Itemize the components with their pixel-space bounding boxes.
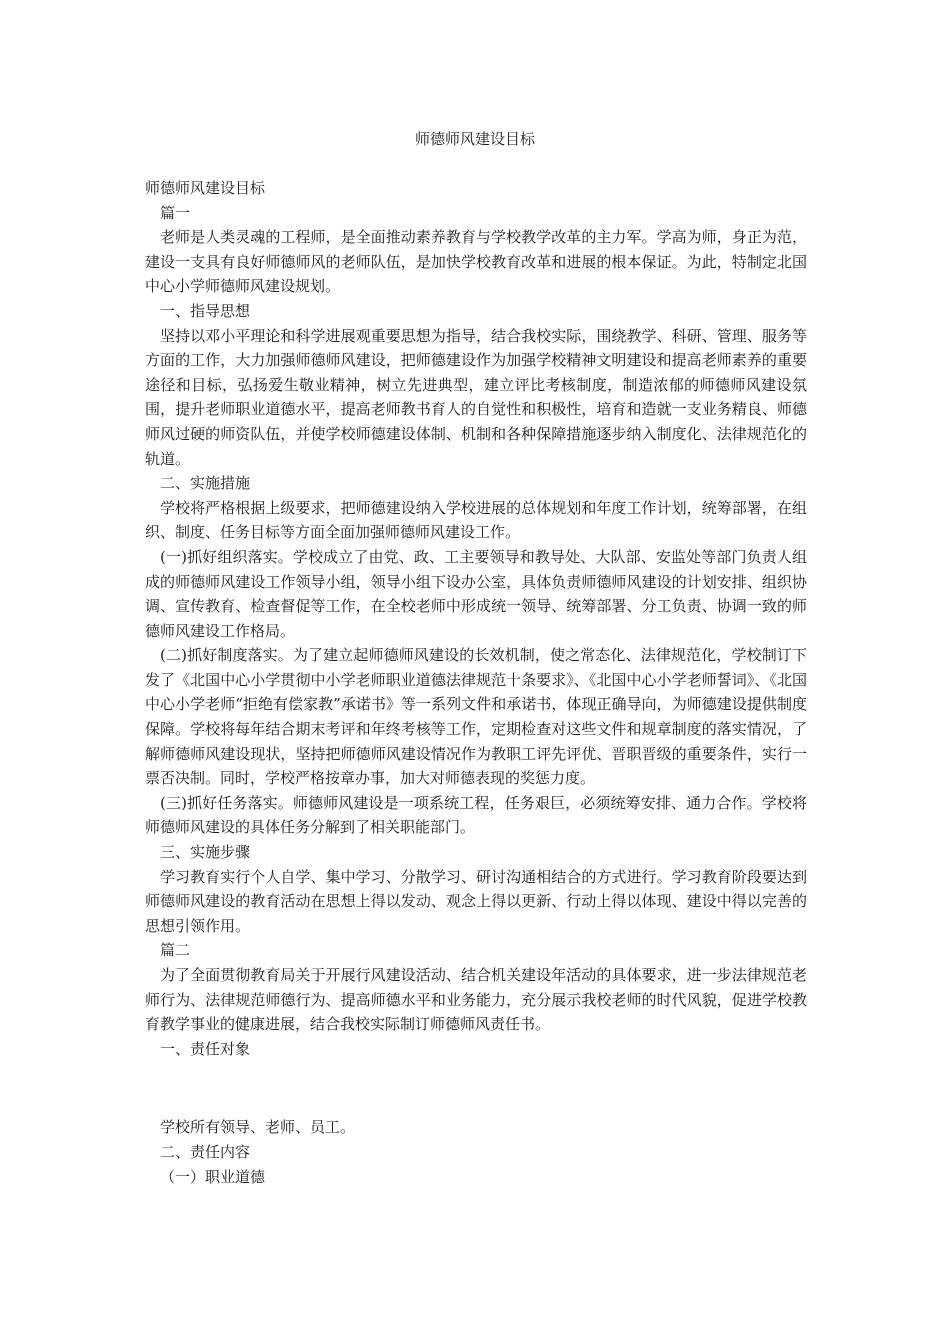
- paragraph: 篇一: [160, 203, 191, 222]
- paragraph: 一、指导思想: [160, 301, 251, 320]
- document-title: 师德师风建设目标: [414, 130, 535, 148]
- paragraph: 师德师风建设目标: [145, 179, 266, 197]
- paragraph: (二)抓好制度落实。为了建立起师德师风建设的长效机制，使之常态化、法律规范化，学校制订下发了《北国中心小学贯彻中小学老师职业道德法律规范十条要求》、《北国中心小学老师誓词》、《北国中心小学老师“拒绝有偿家教”承诺书》等一系列文件和承诺书，体现正确导向，为师德建设提供制度保障。学校将每年结合期末考评和年终考核等工作，定期检查对这些文件和规章制度的落实情况，了解师德师风建设现状，坚持把师德师风建设情况作为教职工评先评优、晋职晋级的重要条件，实行一票否决制。同时，学校严格按章办事，加大对师德表现的奖惩力度。: [145, 646, 807, 788]
- paragraph: 坚持以邓小平理论和科学进展观重要思想为指导，结合我校实际，围绕教学、科研、管理、服务等方面的工作，大力加强师德师风建设，把师德建设作为加强学校精神文明建设和提高老师素养的重要途径和目标，弘扬爱生敬业精神，树立先进典型，建立评比考核制度，制造浓郁的师德师风建设氛围，提升老师职业道德水平，提高老师教书育人的自觉性和积极性，培育和造就一支业务精良、师德师风过硬的师资队伍，并使学校师德建设体制、机制和各种保障措施逐步纳入制度化、法律规范化的轨道。: [145, 326, 807, 468]
- paragraph: 学校将严格根据上级要求，把师德建设纳入学校进展的总体规划和年度工作计划，统筹部署，在组织、制度、任务目标等方面全面加强师德师风建设工作。: [145, 498, 807, 542]
- paragraph: 篇二: [160, 941, 191, 960]
- paragraph: 二、责任内容: [160, 1142, 251, 1161]
- paragraph: 一、责任对象: [160, 1039, 251, 1058]
- paragraph: 学习教育实行个人自学、集中学习、分散学习、研讨沟通相结合的方式进行。学习教育阶段要达到师德师风建设的教育活动在思想上得以发动、观念上得以更新、行动上得以体现、建设中得以完善的思想引领作用。: [145, 867, 807, 935]
- paragraph: 学校所有领导、老师、员工。: [160, 1118, 356, 1137]
- paragraph: (一)抓好组织落实。学校成立了由党、政、工主要领导和教导处、大队部、安监处等部门负责人组成的师德师风建设工作领导小组，领导小组下设办公室，具体负责师德师风建设的计划安排、组织协调、宣传教育、检查督促等工作，在全校老师中形成统一领导、统筹部署、分工负责、协调一致的师德师风建设工作格局。: [145, 547, 807, 640]
- paragraph: 二、实施措施: [160, 474, 251, 493]
- paragraph: (三)抓好任务落实。师德师风建设是一项系统工程，任务艰巨，必须统筹安排、通力合作。学校将师德师风建设的具体任务分解到了相关职能部门。: [145, 793, 807, 837]
- paragraph: （一）职业道德: [160, 1167, 266, 1186]
- blank-line: [145, 1076, 807, 1100]
- paragraph: 为了全面贯彻教育局关于开展行风建设活动、结合机关建设年活动的具体要求，进一步法律规范老师行为、法律规范师德行为、提高师德水平和业务能力，充分展示我校老师的时代风貌，促进学校教育教学事业的健康进展，结合我校实际制订师德师风责任书。: [145, 966, 807, 1034]
- paragraph: 老师是人类灵魂的工程师，是全面推动素养教育与学校教学改革的主力军。学高为师，身正为范，建设一支具有良好师德师风的老师队伍，是加快学校教育改革和进展的根本保证。为此，特制定北国中心小学师德师风建设规划。: [145, 228, 807, 296]
- paragraph: 三、实施步骤: [160, 843, 251, 862]
- document-body: [145, 176, 807, 1189]
